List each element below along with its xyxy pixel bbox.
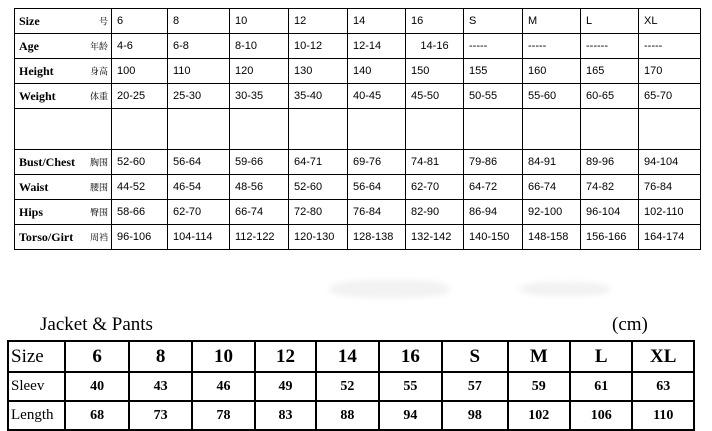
table-cell: 96-106 (112, 225, 168, 250)
table-cell: 160 (523, 59, 581, 84)
table-cell: S (464, 9, 523, 34)
table-cell: 106 (570, 401, 632, 430)
table-cell: 102 (508, 401, 570, 430)
table-cell: 52 (316, 372, 378, 401)
table-cell: 45-50 (406, 84, 464, 109)
row-header (15, 59, 112, 84)
table-cell: ----- (464, 34, 523, 59)
table-row (15, 150, 701, 175)
unit-label: (cm) (612, 314, 648, 335)
table-cell: 40-45 (348, 84, 406, 109)
table-row (15, 225, 701, 250)
table-cell: 61 (570, 372, 632, 401)
empty-cell (639, 109, 701, 150)
row-header (15, 175, 112, 200)
table-cell: 102-110 (639, 200, 701, 225)
table-cell: 98 (442, 401, 507, 430)
table-cell: M (523, 9, 581, 34)
table-row (15, 175, 701, 200)
table-cell: 46-54 (168, 175, 230, 200)
table-cell: 94 (379, 401, 442, 430)
table-row (15, 9, 701, 34)
table-cell: 79-86 (464, 150, 523, 175)
table-cell: 110 (168, 59, 230, 84)
table-row (15, 200, 701, 225)
table-cell: 55 (379, 372, 442, 401)
table-cell: 49 (255, 372, 316, 401)
table-cell: 43 (129, 372, 192, 401)
table-cell: 30-35 (230, 84, 289, 109)
table-cell: 20-25 (112, 84, 168, 109)
table-cell: 148-158 (523, 225, 581, 250)
table-cell: 92-100 (523, 200, 581, 225)
table-cell: 96-104 (581, 200, 639, 225)
table-cell: 50-55 (464, 84, 523, 109)
table-cell: 63 (632, 372, 694, 401)
table-cell: 8 (129, 341, 192, 372)
table-cell: 10 (192, 341, 254, 372)
table-cell: 56-64 (168, 150, 230, 175)
row-label: Torso/Girt (19, 229, 74, 244)
row-header (15, 150, 112, 175)
table-cell: ----- (639, 34, 701, 59)
table-cell: 78 (192, 401, 254, 430)
table-cell: 170 (639, 59, 701, 84)
table-cell: XL (632, 341, 694, 372)
table-cell: 6-8 (168, 34, 230, 59)
row-header (15, 225, 112, 250)
spacer-row (15, 109, 701, 150)
empty-cell (112, 109, 168, 150)
row-label-chinese: 年龄 (89, 42, 108, 53)
table-cell: 6 (65, 341, 128, 372)
table-cell: 6 (112, 9, 168, 34)
table-cell: 52-60 (112, 150, 168, 175)
row-header (15, 9, 112, 34)
table-cell: 46 (192, 372, 254, 401)
empty-cell (15, 109, 112, 150)
table-cell: 74-82 (581, 175, 639, 200)
table-cell: 164-174 (639, 225, 701, 250)
row-label: Bust/Chest (19, 154, 76, 169)
empty-cell (289, 109, 348, 150)
table-cell: 88 (316, 401, 378, 430)
empty-cell (348, 109, 406, 150)
row-label-chinese: 胸围 (89, 158, 108, 169)
table-cell: ----- (523, 34, 581, 59)
table-cell: 100 (112, 59, 168, 84)
table-cell: 83 (255, 401, 316, 430)
table-cell: 120 (230, 59, 289, 84)
table-cell: 104-114 (168, 225, 230, 250)
row-header (15, 34, 112, 59)
row-label-chinese: 号 (98, 17, 108, 28)
background-smudge (520, 282, 610, 296)
row-header: Size (8, 341, 65, 372)
table-cell: 69-76 (348, 150, 406, 175)
table-cell: 66-74 (230, 200, 289, 225)
row-header: Sleev (8, 372, 65, 401)
table-cell: 76-84 (348, 200, 406, 225)
table-cell: 74-81 (406, 150, 464, 175)
empty-cell (406, 109, 464, 150)
table-cell: 52-60 (289, 175, 348, 200)
table-cell: 48-56 (230, 175, 289, 200)
table-cell: 130 (289, 59, 348, 84)
row-header (15, 84, 112, 109)
table-cell: 59 (508, 372, 570, 401)
row-label-chinese: 臀围 (89, 208, 108, 219)
table-row (15, 59, 701, 84)
background-smudge (330, 280, 450, 298)
row-label-chinese: 体重 (89, 92, 108, 103)
table-cell: 62-70 (168, 200, 230, 225)
empty-cell (523, 109, 581, 150)
table-cell: 14 (348, 9, 406, 34)
table-cell: 68 (65, 401, 128, 430)
table-row (15, 84, 701, 109)
empty-cell (230, 109, 289, 150)
table-cell: 10 (230, 9, 289, 34)
table-cell: 72-80 (289, 200, 348, 225)
row-header: Length (8, 401, 65, 430)
table-cell: 64-72 (464, 175, 523, 200)
row-label: Weight (19, 88, 56, 103)
row-header (15, 200, 112, 225)
table-cell: 55-60 (523, 84, 581, 109)
empty-cell (168, 109, 230, 150)
table-cell: 89-96 (581, 150, 639, 175)
row-label-chinese: 周裆 (89, 233, 108, 244)
empty-cell (464, 109, 523, 150)
table-cell: 60-65 (581, 84, 639, 109)
table-cell: 86-94 (464, 200, 523, 225)
row-label: Size (19, 13, 40, 28)
table-cell: 66-74 (523, 175, 581, 200)
table-cell: 58-66 (112, 200, 168, 225)
table-cell: 64-71 (289, 150, 348, 175)
table-cell: 120-130 (289, 225, 348, 250)
table-cell: 12-14 (348, 34, 406, 59)
row-label: Hips (19, 204, 44, 219)
table-cell: M (508, 341, 570, 372)
table-cell: 132-142 (406, 225, 464, 250)
table-cell: S (442, 341, 507, 372)
jacket-pants-title: Jacket & Pants (40, 314, 153, 335)
table-cell: ------ (581, 34, 639, 59)
table-cell: 40 (65, 372, 128, 401)
table-cell: 16 (406, 9, 464, 34)
table-cell: 10-12 (289, 34, 348, 59)
size-chart-table (14, 8, 701, 250)
table-cell: L (581, 9, 639, 34)
table-cell: 14-16 (406, 34, 464, 59)
table-cell: 140 (348, 59, 406, 84)
table-cell: 62-70 (406, 175, 464, 200)
table-cell: 112-122 (230, 225, 289, 250)
row-label: Height (19, 63, 54, 78)
table-cell: 14 (316, 341, 378, 372)
table-cell: 57 (442, 372, 507, 401)
table-cell: 76-84 (639, 175, 701, 200)
table-cell: 8-10 (230, 34, 289, 59)
row-label: Waist (19, 179, 49, 194)
table-cell: L (570, 341, 632, 372)
table-cell: 25-30 (168, 84, 230, 109)
table-cell: 8 (168, 9, 230, 34)
table-cell: 4-6 (112, 34, 168, 59)
table-cell: 150 (406, 59, 464, 84)
table-cell: XL (639, 9, 701, 34)
table-cell: 44-52 (112, 175, 168, 200)
table-row (15, 34, 701, 59)
table-cell: 94-104 (639, 150, 701, 175)
table-cell: 140-150 (464, 225, 523, 250)
table-cell: 12 (255, 341, 316, 372)
table-cell: 128-138 (348, 225, 406, 250)
table-cell: 156-166 (581, 225, 639, 250)
empty-cell (581, 109, 639, 150)
table-row (8, 401, 694, 430)
table-cell: 73 (129, 401, 192, 430)
table-cell: 12 (289, 9, 348, 34)
table-row (8, 372, 694, 401)
table-cell: 82-90 (406, 200, 464, 225)
table-cell: 35-40 (289, 84, 348, 109)
row-label: Age (19, 38, 39, 53)
row-label-chinese: 腰围 (89, 183, 108, 194)
table-cell: 16 (379, 341, 442, 372)
table-cell: 110 (632, 401, 694, 430)
table-cell: 155 (464, 59, 523, 84)
table-cell: 65-70 (639, 84, 701, 109)
table-row (8, 341, 694, 372)
jacket-pants-table (7, 340, 695, 431)
row-label-chinese: 身高 (89, 67, 108, 78)
table-cell: 84-91 (523, 150, 581, 175)
table-cell: 165 (581, 59, 639, 84)
table-cell: 56-64 (348, 175, 406, 200)
table-cell: 59-66 (230, 150, 289, 175)
